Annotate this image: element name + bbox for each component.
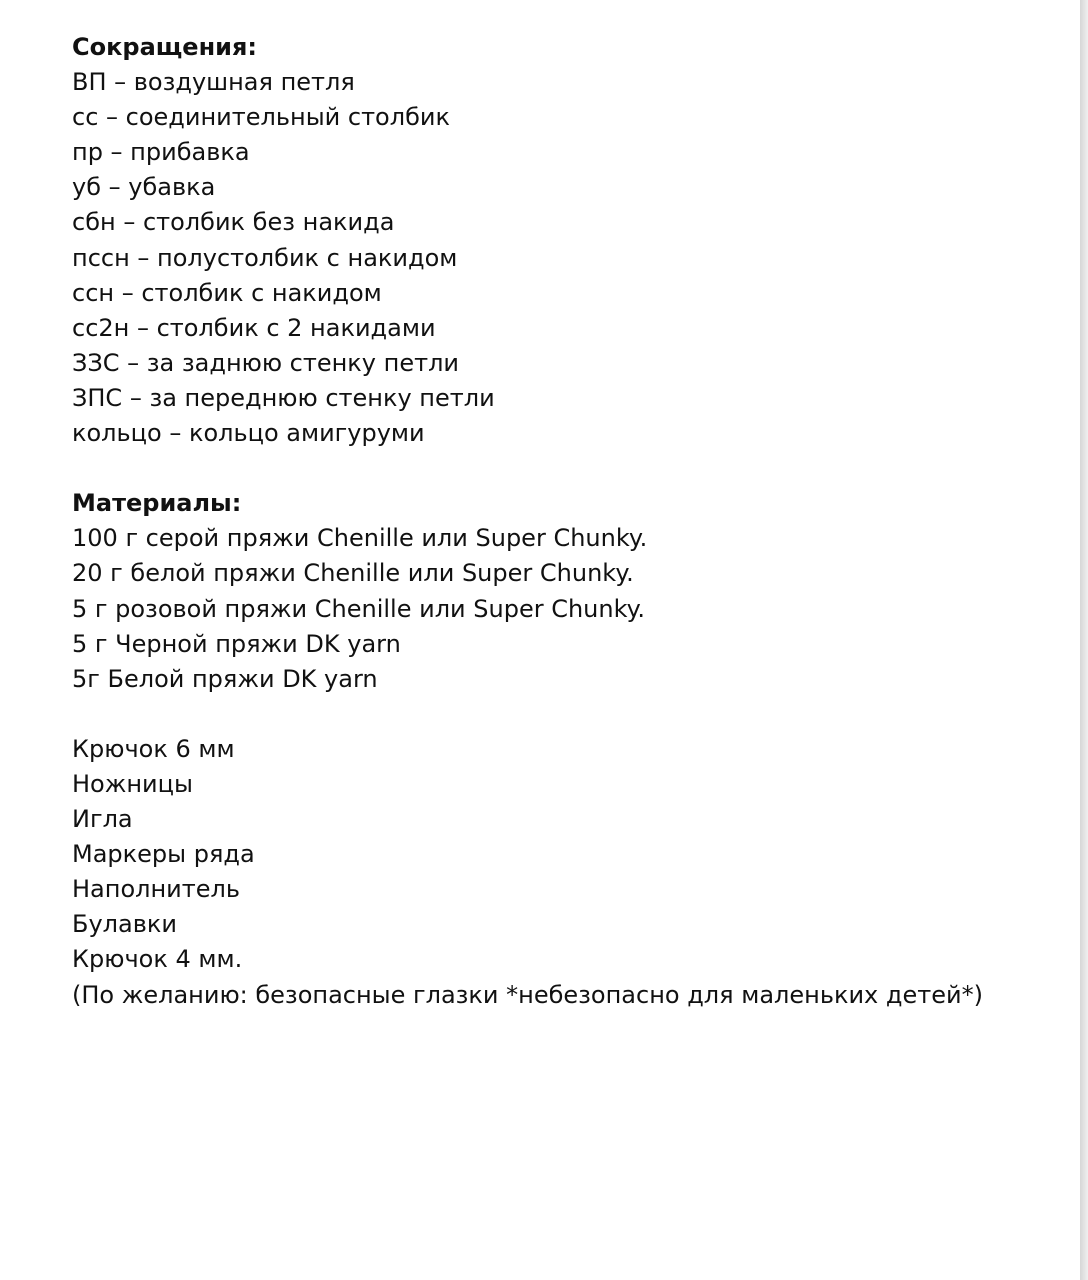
- abbreviations-list: [72, 65, 1032, 451]
- abbreviations-heading: Сокращения:: [72, 33, 257, 61]
- tool-item: Наполнитель: [72, 875, 240, 904]
- abbreviation-item: пр – прибавка: [72, 138, 250, 167]
- abbreviation-item: сбн – столбик без накида: [72, 208, 395, 237]
- yarn-item: 100 г серой пряжи Chenille или Super Chunky.: [72, 524, 648, 553]
- tool-item: Ножницы: [72, 769, 193, 798]
- abbreviation-item: пссн – полустолбик с накидом: [72, 243, 458, 272]
- yarn-list: [72, 521, 1032, 696]
- section-spacer: [72, 451, 1032, 486]
- yarn-item: 5 г розовой пряжи Chenille или Super Chunky.: [72, 594, 646, 623]
- tool-item: Крючок 4 мм.: [72, 945, 243, 974]
- yarn-item: 5 г Черной пряжи DK yarn: [72, 629, 401, 658]
- abbreviation-item: ЗПС – за переднюю стенку петли: [72, 383, 495, 412]
- tool-item-optional-note: (По желанию: безопасные глазки *небезопасно для маленьких детей*): [72, 980, 983, 1009]
- abbreviation-item: сс – соединительный столбик: [72, 103, 450, 132]
- page-edge-shadow: [1080, 0, 1088, 1280]
- abbreviation-item: сс2н – столбик с 2 накидами: [72, 313, 436, 342]
- tools-list: [72, 732, 1032, 1013]
- abbreviation-item: ЗЗС – за заднюю стенку петли: [72, 348, 460, 377]
- tool-item: Булавки: [72, 910, 177, 939]
- materials-heading: Материалы:: [72, 489, 242, 518]
- document-content: [72, 30, 1032, 1013]
- abbreviation-item: кольцо – кольцо амигуруми: [72, 419, 425, 448]
- tool-item: Игла: [72, 805, 133, 834]
- abbreviation-item: ВП – воздушная петля: [72, 68, 355, 97]
- tool-item: Маркеры ряда: [72, 840, 255, 869]
- tool-item: Крючок 6 мм: [72, 734, 235, 763]
- yarn-item: 20 г белой пряжи Chenille или Super Chunky.: [72, 559, 634, 588]
- section-spacer: [72, 697, 1032, 732]
- yarn-item: 5г Белой пряжи DK yarn: [72, 664, 378, 693]
- abbreviation-item: ссн – столбик с накидом: [72, 278, 382, 307]
- abbreviation-item: уб – убавка: [72, 173, 216, 202]
